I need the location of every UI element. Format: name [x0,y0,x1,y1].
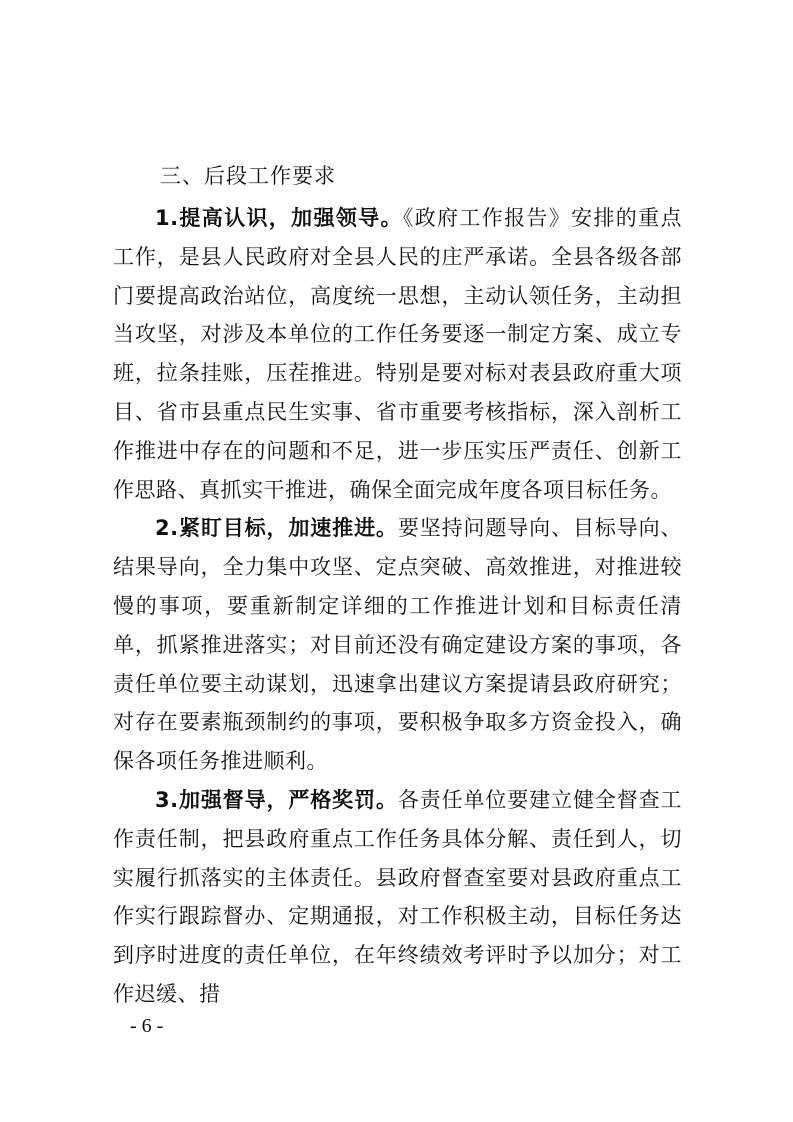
paragraph-1-lead: 1.提高认识，加强领导。 [155,206,403,230]
paragraph-1-text: 《政府工作报告》安排的重点工作，是县人民政府对全县人民的庄严承诺。全县各级各部门要提高政治站位，高度统一思想，主动认领任务，主动担当攻坚，对涉及本单位的工作任务要逐一制定方案、成立专班，拉条挂账，压茬推进。特别是要对标对表县政府重大项目、省市县重点民生实事、省市重要考核指标，深入剖析工作推进中存在的问题和不足，进一步压实压严责任、创新工作思路、真抓实干推进，确保全面完成年度各项目标任务。 [113,206,682,502]
paragraph-3 [113,781,682,1014]
paragraph-2 [113,509,682,781]
paragraph-1 [113,199,682,509]
paragraph-2-lead: 2.紧盯目标，加速推进。 [155,516,398,541]
paragraph-3-lead: 3.加强督导，严格奖罚。 [155,787,398,812]
paragraph-2-text: 要坚持问题导向、目标导向、结果导向，全力集中攻坚、定点突破、高效推进，对推进较慢的事项，要重新制定详细的工作推进计划和目标责任清单，抓紧推进落实；对目前还没有确定建设方案的事项，各责任单位要主动谋划，迅速拿出建议方案提请县政府研究；对存在要素瓶颈制约的事项，要积极争取多方资金投入，确保各项任务推进顺利。 [113,516,683,774]
paragraph-3-text: 各责任单位要建立健全督查工作责任制，把县政府重点工作任务具体分解、责任到人，切实履行抓落实的主体责任。县政府督查室要对县政府重点工作实行跟踪督办、定期通报，对工作积极主动，目标任务达到序时进度的责任单位，在年终绩效考评时予以加分；对工作迟缓、措 [113,787,683,1006]
document-body [113,199,682,1014]
page-number: - 6 - [130,1015,164,1037]
section-heading: 三、后段工作要求 [160,164,336,188]
